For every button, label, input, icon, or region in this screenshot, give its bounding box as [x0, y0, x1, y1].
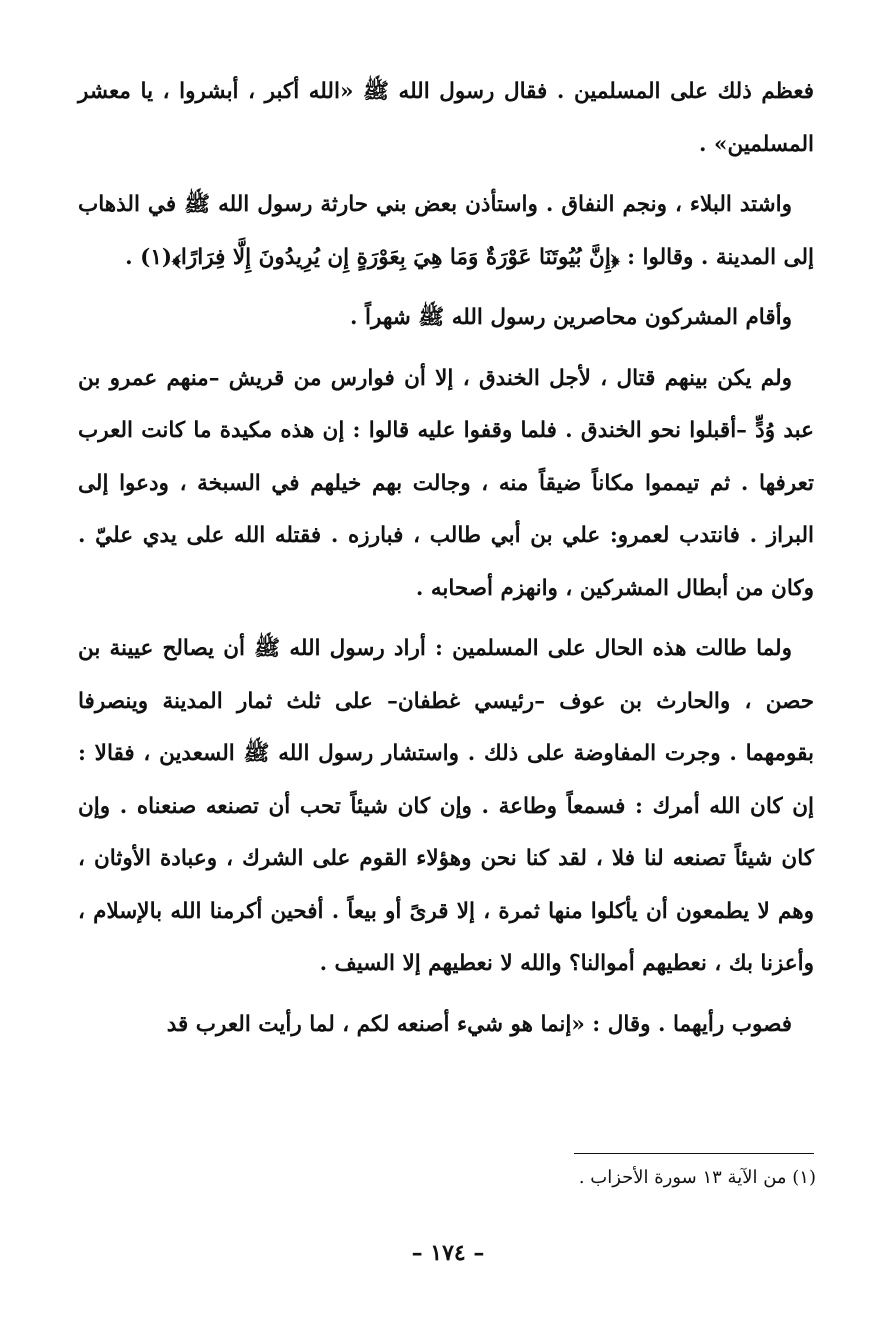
paragraph-5: ولما طالت هذه الحال على المسلمين : أراد رسول الله ﷺ أن يصالح عيينة بن حصن ، والحارث بن عوف –رئيسي غطفان– على ثلث ثمار المدينة وينصرفا بقومهما . وجرت المفاوضة على ذلك . واستشار رسول الله ﷺ السعدين ، فقالا : إن كان الله أمرك : فسمعاً وطاعة . وإن كان شيئاً تحب أن تصنعه صنعناه . وإن كان شيئاً تصنعه لنا فلا ، لقد كنا نحن وهؤلاء القوم على الشرك ، وعبادة الأوثان ، وهم لا يطمعون أن يأكلوا منها ثمرة ، إلا قرىً أو بيعاً . أفحين أكرمنا الله بالإسلام ، وأعزنا بك ، نعطيهم أموالنا؟ والله لا نعطيهم إلا السيف . [78, 636, 814, 976]
paragraph-6: فصوب رأيهما . وقال : «إنما هو شيء أصنعه لكم ، لما رأيت العرب قد [166, 1011, 792, 1037]
main-text [78, 66, 814, 1051]
paragraph-3: وأقام المشركون محاصرين رسول الله ﷺ شهراً . [350, 305, 792, 330]
paragraph-4: ولم يكن بينهم قتال ، لأجل الخندق ، إلا أن فوارس من قريش –منهم عمرو بن عبد وُدٍّ –أقبلوا نحو الخندق . فلما وقفوا عليه قالوا : إن هذه مكيدة ما كانت العرب تعرفها . ثم تيمموا مكاناً ضيقاً منه ، وجالت بهم خيلهم في السبخة ، ودعوا إلى البراز . فانتدب لعمرو: علي بن أبي طالب ، فبارزه . فقتله الله على يدي عليّ . وكان من أبطال المشركين ، وانهزم أصحابه . [78, 365, 814, 601]
paragraph-2: واشتد البلاء ، ونجم النفاق . واستأذن بعض بني حارثة رسول الله ﷺ في الذهاب إلى المدينة . وقالوا : ﴿إِنَّ بُيُوتَنَا عَوْرَةٌ وَمَا هِيَ بِعَوْرَةٍ إِن يُرِيدُونَ إِلَّا فِرَارًا﴾(١) . [78, 192, 814, 270]
paragraph-1: فعظم ذلك على المسلمين . فقال رسول الله ﷺ «الله أكبر ، أبشروا ، يا معشر المسلمين» . [78, 79, 814, 157]
footnote-divider [574, 1153, 814, 1154]
page-number: – ١٧٤ – [411, 1240, 485, 1266]
footnote: (١) من الآية ١٣ سورة الأحزاب . [578, 1167, 816, 1188]
